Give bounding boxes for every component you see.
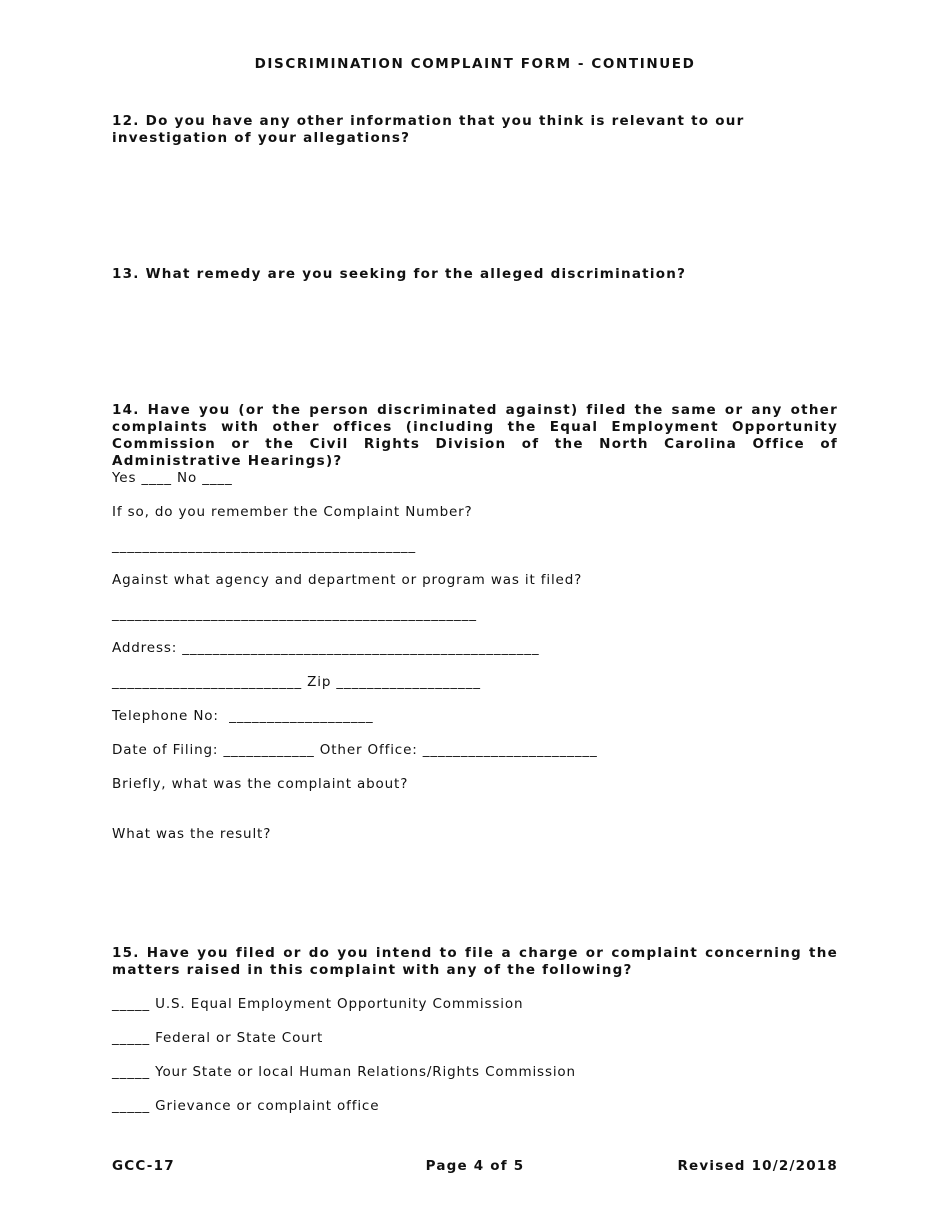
question-14: 14. Have you (or the person discriminated against) filed the same or any other complaints with other offices (including the Equal Employment Opportunity Commission or the Civil Rights Division of the North Carolina Office of Administrative Hearings)? (112, 402, 838, 469)
yes-no-field[interactable]: Yes ____ No ____ (112, 470, 233, 486)
address-field[interactable]: Address: _______________________________________________ (112, 640, 540, 656)
option-eeoc[interactable]: _____ U.S. Equal Employment Opportunity Commission (112, 996, 524, 1012)
revised-date: Revised 10/2/2018 (677, 1158, 838, 1174)
question-15: 15. Have you filed or do you intend to file a charge or complaint concerning the matters raised in this complaint with any of the following? (112, 945, 838, 978)
complaint-number-field[interactable]: ________________________________________ (112, 538, 416, 554)
telephone-field[interactable]: Telephone No: ___________________ (112, 708, 374, 724)
city-zip-field[interactable]: _________________________ Zip ___________________ (112, 674, 481, 690)
option-human-relations[interactable]: _____ Your State or local Human Relations/Rights Commission (112, 1064, 576, 1080)
agency-label: Against what agency and department or program was it filed? (112, 572, 583, 588)
date-other-office-field[interactable]: Date of Filing: ____________ Other Office: _______________________ (112, 742, 598, 758)
agency-field[interactable]: ________________________________________________ (112, 606, 477, 622)
complaint-number-label: If so, do you remember the Complaint Number? (112, 504, 473, 520)
question-13: 13. What remedy are you seeking for the alleged discrimination? (112, 266, 687, 282)
page-number: Page 4 of 5 (425, 1158, 525, 1174)
question-12: 12. Do you have any other information that you think is relevant to our investigation of your allegations? (112, 113, 745, 146)
option-grievance-office[interactable]: _____ Grievance or complaint office (112, 1098, 380, 1114)
complaint-about-label: Briefly, what was the complaint about? (112, 776, 409, 792)
form-id: GCC-17 (112, 1158, 175, 1174)
option-court[interactable]: _____ Federal or State Court (112, 1030, 324, 1046)
result-label: What was the result? (112, 826, 272, 842)
page-title: DISCRIMINATION COMPLAINT FORM - CONTINUED (254, 56, 696, 72)
